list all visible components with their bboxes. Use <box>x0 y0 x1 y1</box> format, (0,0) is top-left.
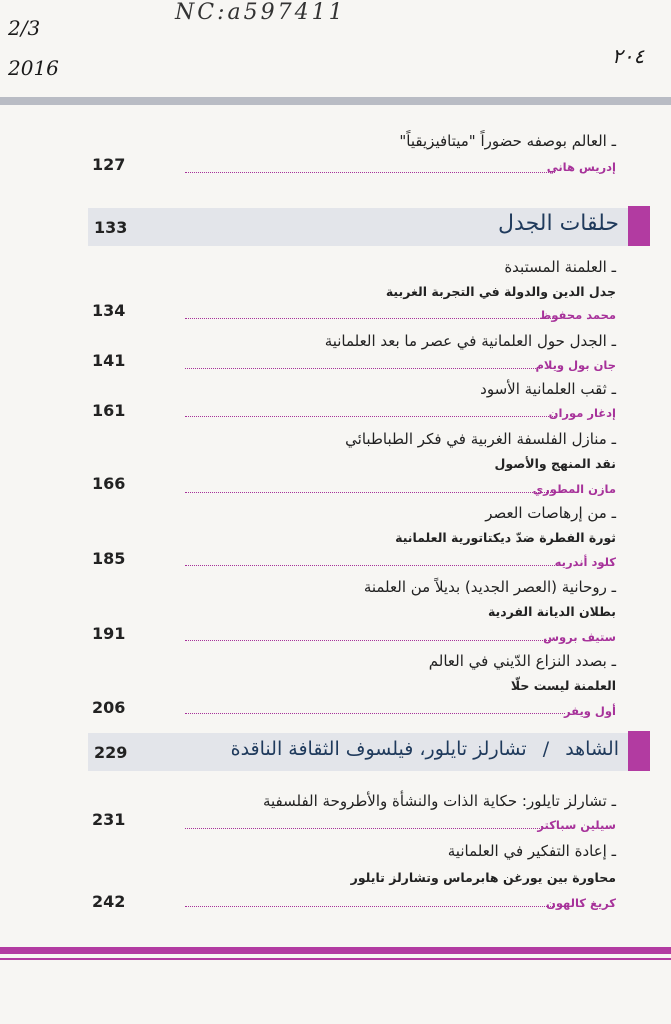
entry-title: ـ الجدل حول العلمانية في عصر ما بعد العلمانية <box>324 332 616 350</box>
entry-author: إدغار موران <box>548 406 616 420</box>
entry-subtitle: ثورة الفطرة ضدّ ديكتاتورية العلمانية <box>395 530 616 545</box>
section-page-number: 229 <box>94 743 128 762</box>
entry-author: سيلين سباكتر <box>537 818 616 832</box>
entry-title: ـ إعادة التفكير في العلمانية <box>447 842 616 860</box>
section-label: الشاهد <box>565 738 619 760</box>
entry-subtitle: بطلان الديانة الفردية <box>487 604 616 619</box>
leader-dots <box>185 492 555 493</box>
entry-title: ـ العلمنة المستبدة <box>504 258 616 276</box>
handwritten-page-note: ٢٠٤ <box>612 44 645 68</box>
leader-dots <box>185 318 555 319</box>
section-subject: تشارلز تايلور، فيلسوف الثقافة الناقدة <box>230 738 527 760</box>
entry-title: ـ تشارلز تايلور: حكاية الذات والنشأة والأطروحة الفلسفية <box>262 792 616 810</box>
page-number: 242 <box>92 892 126 911</box>
section-page-number: 133 <box>94 218 128 237</box>
entry-title: ـ روحانية (العصر الجديد) بديلاً من العلمنة <box>363 578 616 596</box>
section-accent <box>628 206 650 246</box>
page-number: 166 <box>92 474 126 493</box>
entry-author: كلود أندريه <box>554 555 616 569</box>
entry-subtitle: جدل الدين والدولة في التجربة الغربية <box>385 284 616 299</box>
leader-dots <box>185 416 555 417</box>
section-title: حلقات الجدل <box>498 211 619 236</box>
top-divider <box>0 97 671 105</box>
entry-author: أول ويفر <box>564 704 616 718</box>
entry-author: ستيف بروس <box>543 630 616 644</box>
entry-title: ـ منازل الفلسفة الغربية في فكر الطباطبائي <box>345 430 616 448</box>
entry-subtitle: العلمنة ليست حلّا <box>510 678 616 693</box>
bottom-divider-thin <box>0 958 671 960</box>
entry-author: كريغ كالهون <box>546 896 616 910</box>
entry-subtitle: محاورة بين يورغن هابرماس وتشارلز تايلور <box>350 870 616 885</box>
entry-author: إدريس هاني <box>546 160 616 174</box>
page-number: 231 <box>92 810 126 829</box>
leader-dots <box>185 172 555 173</box>
entry-title: ـ العالم بوصفه حضوراً "ميتافيزيقياً" <box>399 132 616 150</box>
entry-author: مازن المطوري <box>532 482 616 496</box>
entry-title: ـ بصدد النزاع الدّيني في العالم <box>428 652 616 670</box>
handwritten-catalog-code: NC:a597411 <box>175 0 346 25</box>
page-number: 185 <box>92 549 126 568</box>
leader-dots <box>185 713 565 714</box>
leader-dots <box>185 906 555 907</box>
handwritten-number: 2/3 <box>8 16 41 40</box>
entry-author: محمد محفوظ <box>539 308 616 322</box>
page-number: 161 <box>92 401 126 420</box>
page-number: 206 <box>92 698 126 717</box>
section-accent <box>628 731 650 771</box>
entry-title: ـ ثقب العلمانية الأسود <box>480 380 616 398</box>
leader-dots <box>185 828 540 829</box>
leader-dots <box>185 640 555 641</box>
bottom-divider <box>0 947 671 954</box>
section-title <box>231 738 619 760</box>
entry-title: ـ من إرهاصات العصر <box>485 504 616 522</box>
entry-author: جان بول ويلام <box>535 358 616 372</box>
page-number: 191 <box>92 624 126 643</box>
section-separator: / <box>542 738 550 760</box>
page-number: 134 <box>92 301 126 320</box>
leader-dots <box>185 565 555 566</box>
entry-subtitle: نقد المنهج والأصول <box>494 456 616 471</box>
leader-dots <box>185 368 540 369</box>
page-number: 127 <box>92 155 126 174</box>
page-number: 141 <box>92 351 126 370</box>
handwritten-year: 2016 <box>8 56 59 80</box>
